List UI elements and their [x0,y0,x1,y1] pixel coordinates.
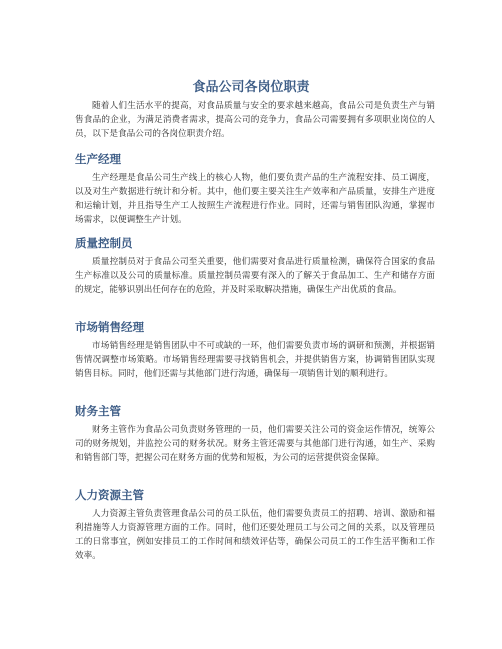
section-heading-hr-supervisor: 人力资源主管 [75,488,144,502]
document-title: 食品公司各岗位职责 [192,80,310,95]
section-heading-production-manager: 生产经理 [75,152,121,166]
section-heading-finance-supervisor: 财务主管 [75,404,121,418]
section-body-marketing-sales-manager: 市场销售经理是销售团队中不可或缺的一环，他们需要负责市场的调研和预测，并根据销售情况调整市场策略。市场销售经理需要寻找销售机会，并提供销售方案，协调销售团队实现销售目标。同时，他们还需与其他部门进行沟通，确保每一项销售计划的顺利进行。 [75,341,435,379]
section-body-quality-controller: 质量控制员对于食品公司至关重要，他们需要对食品进行质量检测，确保符合国家的食品生产标准以及公司的质量标准。质量控制员需要有深入的了解关于食品加工、生产和储存方面的规定，能够识别出任何存在的危险，并及时采取解决措施，确保生产出优质的食品。 [75,257,435,295]
section-heading-quality-controller: 质量控制员 [75,236,133,250]
intro-paragraph: 随着人们生活水平的提高，对食品质量与安全的要求越来越高，食品公司是负责生产与销售食品的企业，为满足消费者需求，提高公司的竞争力，食品公司需要拥有多项职业岗位的人员，以下是食品公司的各岗位职责介绍。 [75,101,435,139]
section-body-production-manager: 生产经理是食品公司生产线上的核心人物，他们要负责产品的生产流程安排、员工调度，以及对生产数据进行统计和分析。其中，他们要主要关注生产效率和产品质量，安排生产进度和运输计划，并且指导生产工人按照生产流程进行作业。同时，还需与销售团队沟通，掌握市场需求，以便调整生产计划。 [75,173,435,225]
section-body-hr-supervisor: 人力资源主管负责管理食品公司的员工队伍，他们需要负责员工的招聘、培训、激励和福利措施等人力资源管理方面的工作。同时，他们还要处理员工与公司之间的关系，以及管理员工的日常事宜，例如安排员工的工作时间和绩效评估等，确保公司员工的工作生活平衡和工作效率。 [75,509,435,561]
section-heading-marketing-sales-manager: 市场销售经理 [75,320,144,334]
section-body-finance-supervisor: 财务主管作为食品公司负责财务管理的一员，他们需要关注公司的资金运作情况，统筹公司的财务规划，并监控公司的财务状况。财务主管还需要与其他部门进行沟通，如生产、采购和销售部门等，把握公司在财务方面的优势和短板，为公司的运营提供资金保障。 [75,425,435,463]
